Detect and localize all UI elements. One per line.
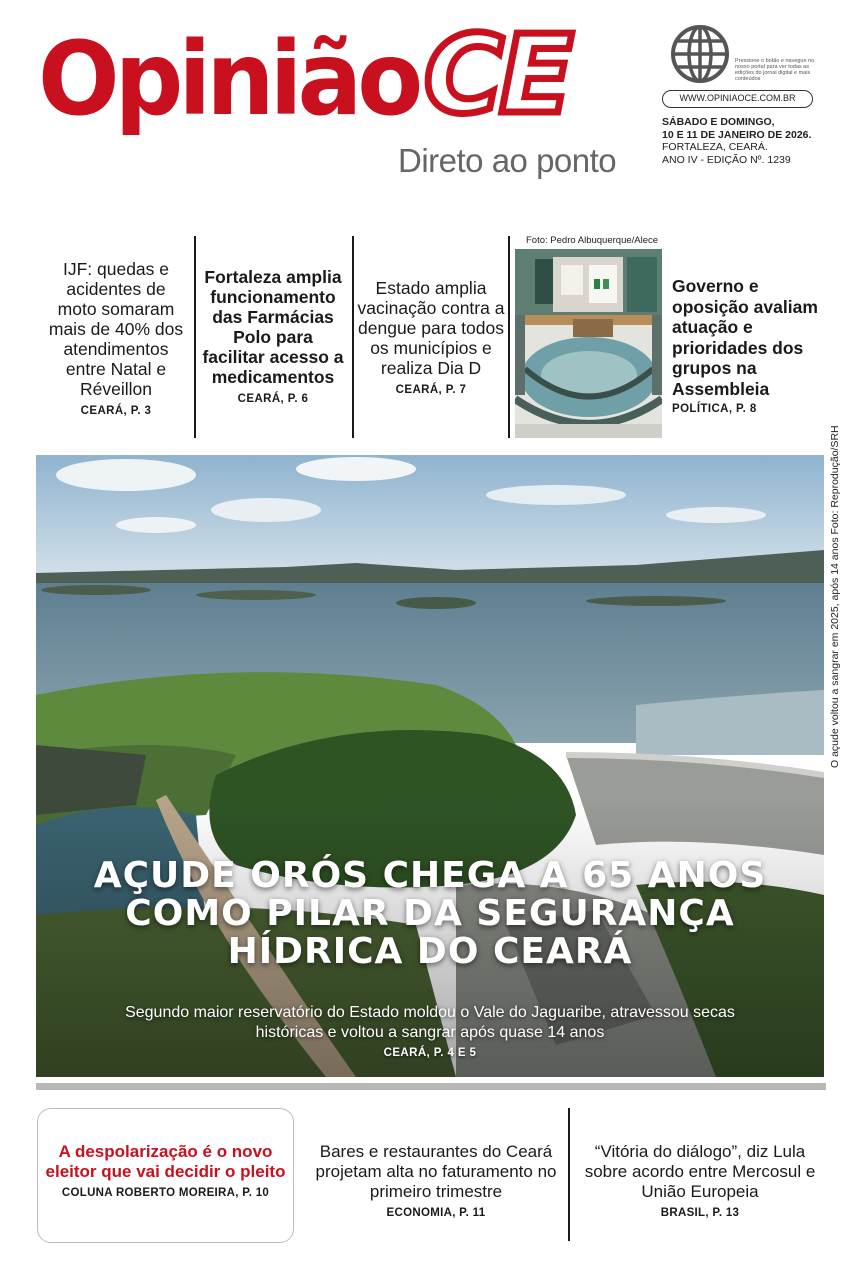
bottom-section: BRASIL, P. 13: [660, 1207, 740, 1219]
hero-section: CEARÁ, P. 4 E 5: [383, 1047, 477, 1059]
bottom-story-brasil[interactable]: [580, 1142, 820, 1219]
teaser-title: IJF: quedas e acidentes de moto somaram mais de 40% dos atendimentos entre Natal e Réveillon: [48, 259, 184, 399]
hero-story[interactable]: [36, 455, 824, 1077]
teaser-title: Governo e oposição avaliam atuação e prioridades dos grupos na Assembleia: [672, 276, 818, 399]
teaser-section: CEARÁ, P. 3: [80, 405, 152, 417]
section-divider: [36, 1083, 826, 1090]
column-divider: [194, 236, 196, 438]
teaser-farmacias[interactable]: [200, 267, 346, 405]
bottom-title: A despolarização é o novo eleitor que vai decidir o pleito: [45, 1142, 286, 1181]
teaser-section: POLÍTICA, P. 8: [672, 403, 757, 415]
teaser-assembleia[interactable]: [672, 276, 822, 415]
masthead: [0, 0, 862, 200]
teaser-section: CEARÁ, P. 7: [395, 384, 467, 396]
newspaper-logo[interactable]: [38, 13, 570, 139]
hero-subtitle: Segundo maior reservatório do Estado moldou o Vale do Jaguaribe, atravessou secas históricas e voltou a sangrar após quase 14 anos: [125, 1004, 735, 1041]
edition-line: ANO IV - EDIÇÃO Nº. 1239: [662, 153, 791, 166]
globe-note: Pressione o botão e navegue no nosso portal para ver todas as edições do jornal digital e mais conteúdos: [735, 58, 815, 82]
edition-info: [662, 116, 852, 166]
teaser-ijf[interactable]: [46, 259, 186, 417]
city-line: FORTALEZA, CEARÁ.: [662, 141, 768, 153]
column-divider: [508, 236, 510, 438]
logo-ce: CE: [424, 13, 570, 138]
date-line-2: 10 E 11 DE JANEIRO DE 2026.: [662, 128, 812, 141]
website-link[interactable]: WWW.OPINIAOCE.COM.BR: [662, 90, 813, 108]
date-line-1: SÁBADO E DOMINGO,: [662, 116, 775, 128]
hero-headline-line: HÍDRICA DO CEARÁ: [227, 931, 633, 972]
column-divider: [568, 1108, 570, 1241]
bottom-story-column[interactable]: [44, 1142, 287, 1199]
photo-credit: Foto: Pedro Albuquerque/Alece: [526, 235, 659, 246]
teaser-title: Estado amplia vacinação contra a dengue para todos os municípios e realiza Dia D: [357, 278, 505, 378]
photo-caption-vertical: [828, 425, 842, 768]
bottom-story-economia[interactable]: [308, 1142, 564, 1219]
logo-word: Opinião: [38, 19, 419, 139]
globe-icon[interactable]: [670, 24, 730, 84]
photo-caption-text: O açude voltou a sangrar em 2025, após 14 anos Foto: Reprodução/SRH: [829, 425, 841, 768]
column-divider: [352, 236, 354, 438]
teaser-section: CEARÁ, P. 6: [237, 393, 309, 405]
assembly-chamber-photo[interactable]: [515, 249, 662, 438]
bottom-title: “Vitória do diálogo”, diz Lula sobre acordo entre Mercosul e União Europeia: [584, 1142, 816, 1201]
bottom-title: Bares e restaurantes do Ceará projetam alta no faturamento no primeiro trimestre: [315, 1142, 557, 1201]
teaser-dengue[interactable]: [356, 278, 506, 396]
hero-headline-line: COMO PILAR DA SEGURANÇA: [125, 893, 735, 934]
bottom-section: COLUNA ROBERTO MOREIRA, P. 10: [61, 1187, 270, 1199]
bottom-section: ECONOMIA, P. 11: [386, 1207, 486, 1219]
teaser-title: Fortaleza amplia funcionamento das Farmácias Polo para facilitar acesso a medicamentos: [202, 267, 344, 387]
tagline: Direto ao ponto: [398, 142, 617, 179]
dam-aerial-photo: [36, 455, 824, 1077]
hero-headline-line: AÇUDE ORÓS CHEGA A 65 ANOS: [93, 855, 767, 896]
hero-headline: [36, 857, 824, 971]
